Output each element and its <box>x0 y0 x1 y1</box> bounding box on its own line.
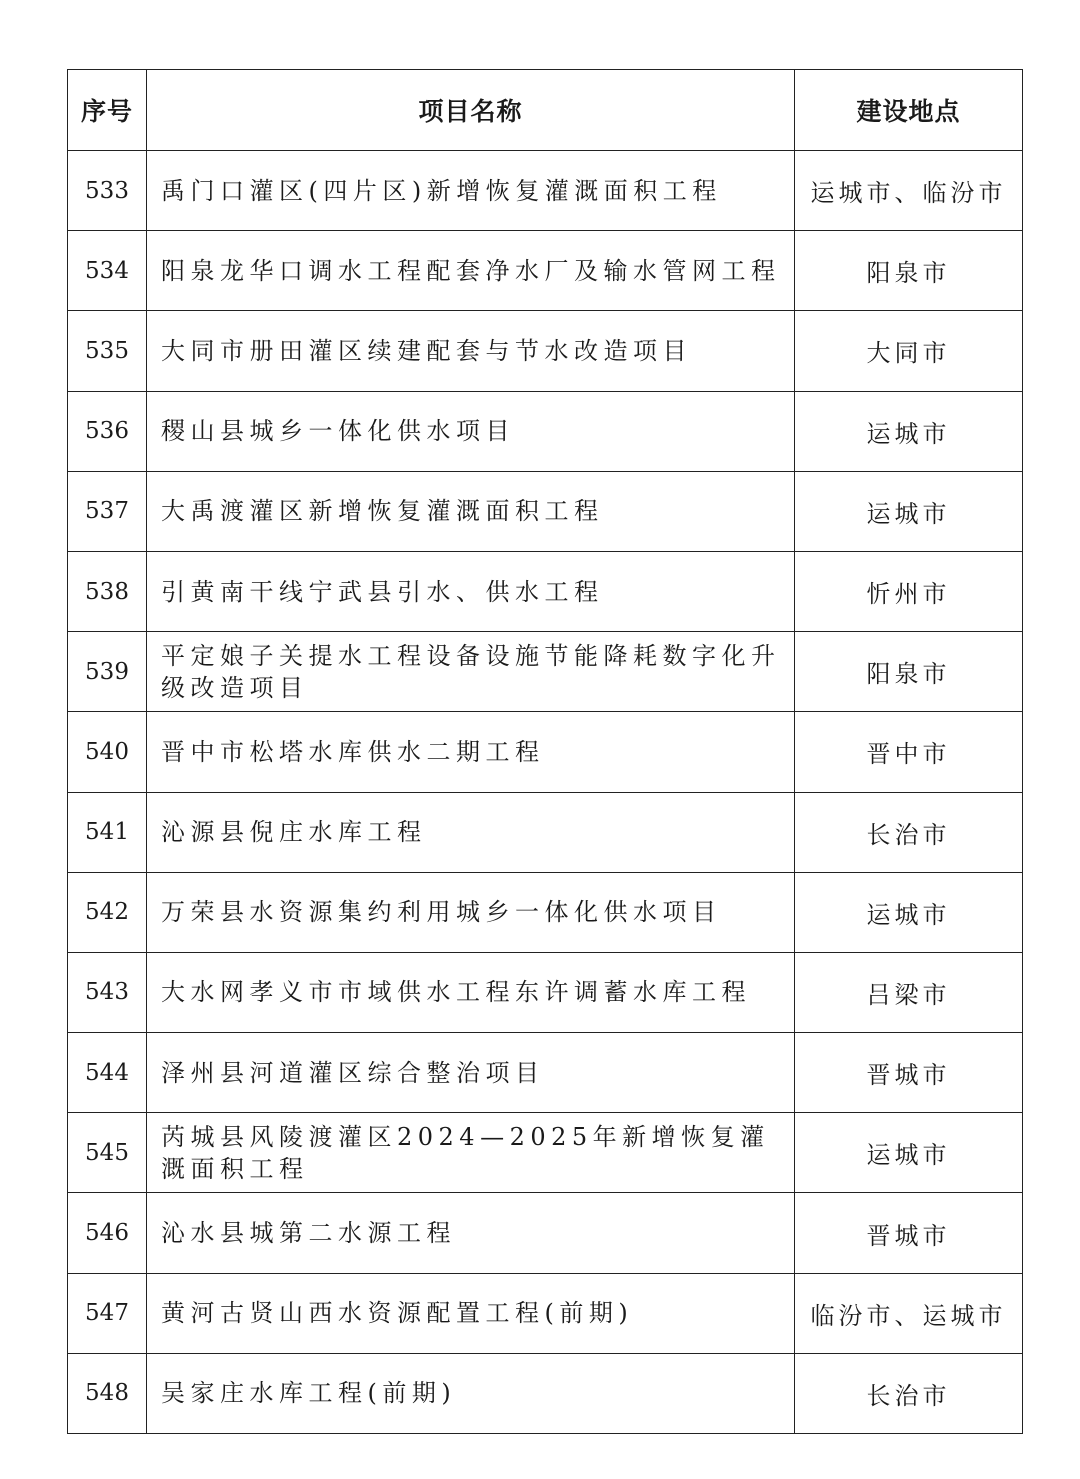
header-name: 项目名称 <box>147 70 795 151</box>
projects-table <box>67 69 1023 1434</box>
row-project-name: 黄河古贤山西水资源配置工程(前期) <box>147 1273 795 1353</box>
row-project-name: 引黄南干线宁武县引水、供水工程 <box>147 551 795 631</box>
row-seq: 540 <box>68 712 147 792</box>
row-seq: 542 <box>68 872 147 952</box>
row-location: 大同市 <box>795 311 1023 391</box>
row-seq: 536 <box>68 391 147 471</box>
row-seq: 538 <box>68 551 147 631</box>
row-location: 长治市 <box>795 792 1023 872</box>
row-seq: 546 <box>68 1193 147 1273</box>
row-project-name: 万荣县水资源集约利用城乡一体化供水项目 <box>147 872 795 952</box>
row-project-name: 泽州县河道灌区综合整治项目 <box>147 1033 795 1113</box>
row-location: 晋中市 <box>795 712 1023 792</box>
row-location: 晋城市 <box>795 1193 1023 1273</box>
table-row <box>68 1353 1023 1433</box>
header-row <box>68 70 1023 151</box>
table-row <box>68 471 1023 551</box>
row-project-name: 禹门口灌区(四片区)新增恢复灌溉面积工程 <box>147 151 795 231</box>
row-location: 运城市 <box>795 391 1023 471</box>
row-location: 阳泉市 <box>795 231 1023 311</box>
row-project-name: 大水网孝义市市域供水工程东许调蓄水库工程 <box>147 952 795 1032</box>
table-row <box>68 1273 1023 1353</box>
row-seq: 534 <box>68 231 147 311</box>
row-location: 临汾市、运城市 <box>795 1273 1023 1353</box>
table-header <box>68 70 1023 151</box>
table-row <box>68 1193 1023 1273</box>
row-location: 运城市 <box>795 471 1023 551</box>
row-location: 忻州市 <box>795 551 1023 631</box>
table-row <box>68 391 1023 471</box>
row-seq: 548 <box>68 1353 147 1433</box>
row-location: 晋城市 <box>795 1033 1023 1113</box>
row-location: 阳泉市 <box>795 632 1023 712</box>
row-seq: 541 <box>68 792 147 872</box>
header-seq: 序号 <box>68 70 147 151</box>
row-seq: 533 <box>68 151 147 231</box>
row-seq: 543 <box>68 952 147 1032</box>
row-project-name: 稷山县城乡一体化供水项目 <box>147 391 795 471</box>
table-row <box>68 712 1023 792</box>
row-location: 长治市 <box>795 1353 1023 1433</box>
table-row <box>68 1033 1023 1113</box>
header-location: 建设地点 <box>795 70 1023 151</box>
row-project-name: 阳泉龙华口调水工程配套净水厂及输水管网工程 <box>147 231 795 311</box>
table-row <box>68 551 1023 631</box>
row-project-name: 沁水县城第二水源工程 <box>147 1193 795 1273</box>
row-location: 吕梁市 <box>795 952 1023 1032</box>
row-seq: 547 <box>68 1273 147 1353</box>
row-location: 运城市、临汾市 <box>795 151 1023 231</box>
table-row <box>68 792 1023 872</box>
row-project-name: 平定娘子关提水工程设备设施节能降耗数字化升级改造项目 <box>147 632 795 712</box>
row-seq: 539 <box>68 632 147 712</box>
row-project-name: 沁源县倪庄水库工程 <box>147 792 795 872</box>
row-project-name: 大同市册田灌区续建配套与节水改造项目 <box>147 311 795 391</box>
row-location: 运城市 <box>795 872 1023 952</box>
row-project-name: 芮城县风陵渡灌区2024—2025年新增恢复灌溉面积工程 <box>147 1113 795 1193</box>
table-row <box>68 872 1023 952</box>
table-row <box>68 311 1023 391</box>
table-row <box>68 632 1023 712</box>
row-seq: 544 <box>68 1033 147 1113</box>
table-row <box>68 151 1023 231</box>
row-seq: 535 <box>68 311 147 391</box>
row-project-name: 晋中市松塔水库供水二期工程 <box>147 712 795 792</box>
table-row <box>68 231 1023 311</box>
table-row <box>68 1113 1023 1193</box>
row-project-name: 吴家庄水库工程(前期) <box>147 1353 795 1433</box>
table-row <box>68 952 1023 1032</box>
row-project-name: 大禹渡灌区新增恢复灌溉面积工程 <box>147 471 795 551</box>
row-location: 运城市 <box>795 1113 1023 1193</box>
table-body <box>68 151 1023 1434</box>
row-seq: 537 <box>68 471 147 551</box>
row-seq: 545 <box>68 1113 147 1193</box>
